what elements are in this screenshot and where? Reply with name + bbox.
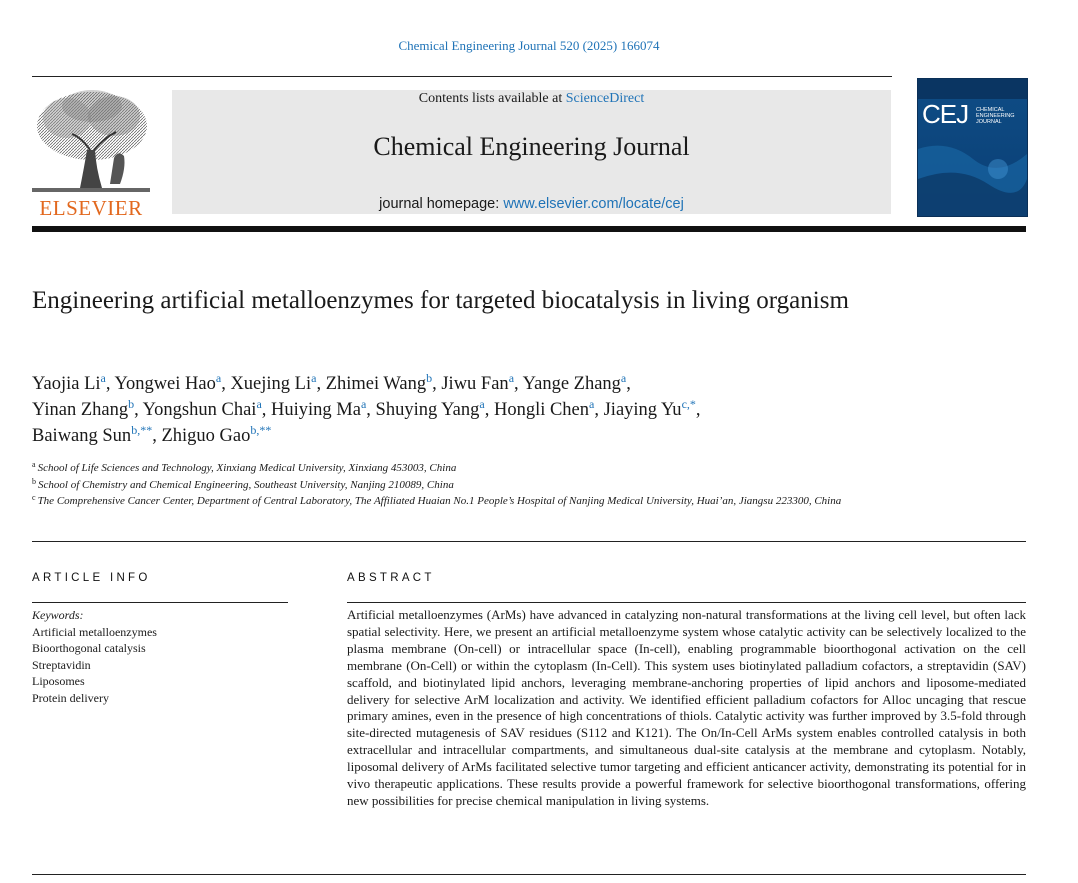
abstract-text: Artificial metalloenzymes (ArMs) have advanced in catalyzing non-natural transformations at the living cell level, but often lack spatial selectivity. Here, we present an artificial metalloenzyme system whose catalytic activity can be selectively localized to the plasma membrane (On-cell) or intracellular space (In-cell), enabling programmable bioorthogonal activation on the cell membrane (On-Cell) or within the cytoplasm (In-Cell). This system uses biotinylated palladium cofactors, a streptavidin (SAV) scaffold, and biotinylated lipid anchors, leveraging membrane-anchoring properties of lipid anchors and liposome-mediated delivery for selective ArM localization and activity. We identified efficient palladium cofactors for Alloc uncaging that rescue primary amines, even in the presence of high concentrations of thiols. Catalytic activity was further improved by 3.5-fold through site-directed mutagenesis of SAV residues (S112 and K121). The On/In-Cell ArMs system enables controlled catalysis in both extracellular and intracellular compartments, and simultaneous dual-site catalysis at the membrane and cytoplasm. Notably, liposomal delivery of ArMs facilitated selective tumor targeting and efficient anticancer activity, demonstrating its potential for in vivo therapeutic applications. These results provide a powerful framework for selective bioorthogonal transformations, offering new possibilities for precise chemical manipulation in living systems. [347,607,1026,808]
cover-top-band [918,79,1027,99]
journal-cover[interactable] [917,78,1028,217]
elsevier-wordmark: ELSEVIER [39,196,143,220]
bottom-rule [32,874,1026,875]
elsevier-logo[interactable] [32,88,150,220]
abstract-heading: ABSTRACT [347,572,435,584]
author-list: Yaojia Li$^a$, Yongwei Hao$^a$, Xuejing Li$^a$, Zhimei Wang$^b$, Jiwu Fan$^a$, Yange Zhang$^a$, Yinan Zhang$^b$, Yongshun Chai$^a$, Huiying Ma$^a$, Shuying Yang$^a$, Hongli Chen$^a$, Jiaying $Yu^{c,*}$, Baiwang Sun$^{b,**}$, Zhiguo Gao$^{b,**}$ [32,371,701,446]
author[interactable]: Yongshun Chai$^a$ [142,397,262,420]
affiliation: $^b$ School of Chemistry and Chemical Engineering, Southeast University, Nanjing 210089, China [32,476,454,491]
keywords-block [32,607,288,706]
contents-line [172,91,891,107]
homepage-line [172,196,891,212]
affiliation: $^c$ The Comprehensive Cancer Center, Department of Central Laboratory, The Affiliated Huaian No.1 People’s Hospital of Nanjing Medical University, Huai’an, Jiangsu 223300, China [32,493,842,507]
author[interactable]: Huiying Ma$^a$ [271,397,367,420]
header-thick-rule [32,226,1026,232]
journal-title: Chemical Engineering Journal [373,132,690,161]
author[interactable]: Yaojia Li$^a$ [32,371,106,394]
homepage-prefix: journal homepage: [379,196,504,212]
author[interactable]: Yange Zhang$^a$ [522,371,627,394]
journal-citation[interactable]: Chemical Engineering Journal 520 (2025) 166074 [398,38,660,53]
keywords-label: Keywords: [32,608,84,622]
cover-subtitle-line: JOURNAL [976,119,1002,125]
author[interactable]: Baiwang Sun$^{b,**}$ [32,423,153,446]
author[interactable]: Hongli Chen$^a$ [493,397,595,420]
keyword: Streptavidin [32,657,91,672]
sciencedirect-link[interactable]: ScienceDirect [565,91,645,106]
author[interactable]: Xuejing Li$^a$ [230,371,317,394]
cover-brand: CEJ [922,99,969,129]
keyword: Bioorthogonal catalysis [32,641,146,655]
cover-art-icon [918,139,1027,216]
author[interactable]: Jiwu Fan$^a$ [441,371,515,394]
author[interactable]: Shuying Yang$^a$ [375,397,485,420]
author[interactable]: Zhimei Wang$^b$ [325,371,433,394]
cover-subtitle [976,107,1026,125]
author[interactable]: Yinan Zhang$^b$ [32,397,135,420]
section-rule [32,541,1026,542]
header-rule [32,76,892,77]
author[interactable]: Jiaying $Yu^{c,*}$ [603,397,696,420]
keyword: Artificial metalloenzymes [32,624,157,639]
journal-banner [172,90,891,214]
keyword: Protein delivery [32,690,109,705]
article-title: Engineering artificial metalloenzymes for targeted biocatalysis in living organism [32,287,849,314]
author[interactable]: Yongwei Hao$^a$ [114,371,222,394]
abstract-rule [347,602,1026,603]
affiliation: $^a$ School of Life Sciences and Technology, Xinxiang Medical University, Xinxiang 453003, China [32,460,457,474]
cover-subtitle-line: CHEMICAL [976,107,1005,113]
author[interactable]: Zhiguo Gao$^{b,**}$ [161,423,272,446]
cover-subtitle-line: ENGINEERING [976,113,1015,119]
contents-prefix: Contents lists available at [418,91,566,106]
keyword: Liposomes [32,674,85,688]
article-info-heading: ARTICLE INFO [32,572,151,584]
elsevier-tree-icon [32,88,150,194]
homepage-link[interactable]: www.elsevier.com/locate/cej [503,196,684,212]
affiliations [32,460,902,510]
article-info-rule [32,602,288,603]
